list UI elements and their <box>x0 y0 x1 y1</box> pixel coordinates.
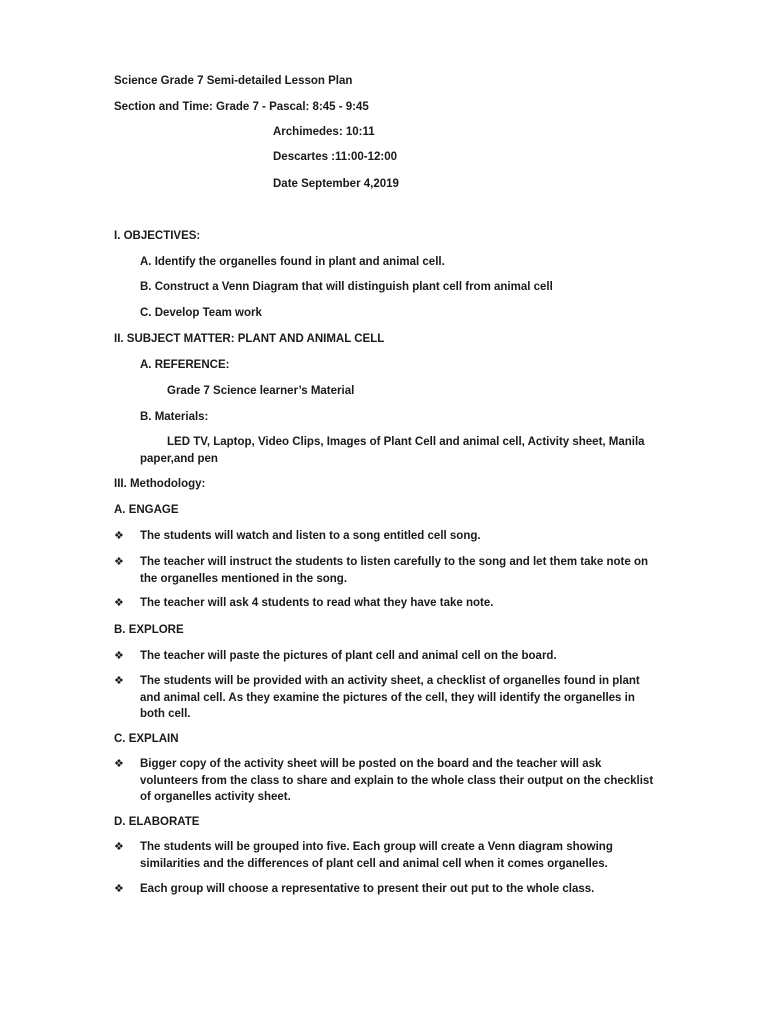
diamond-bullet-icon: ❖ <box>114 841 124 853</box>
diamond-bullet-icon: ❖ <box>114 675 124 687</box>
explore-item: The students will be provided with an activity sheet, a checklist of organelles found in plant and animal cell. As they examine the pictures of the cell, they will identify the organelles in both cell. <box>140 675 640 720</box>
section-time-line: Section and Time: Grade 7 - Pascal: 8:45 - 9:45 <box>114 101 369 113</box>
materials-line: LED TV, Laptop, Video Clips, Images of Plant Cell and animal cell, Activity sheet, Manila <box>167 436 645 448</box>
engage-heading: A. ENGAGE <box>114 504 179 516</box>
schedule-archimedes: Archimedes: 10:11 <box>273 126 375 138</box>
diamond-bullet-icon: ❖ <box>114 650 124 662</box>
diamond-bullet-icon: ❖ <box>114 597 124 609</box>
objective-item: C. Develop Team work <box>140 307 262 319</box>
engage-item: The teacher will ask 4 students to read what they have take note. <box>140 597 494 609</box>
diamond-bullet-icon: ❖ <box>114 883 124 895</box>
elaborate-item: Each group will choose a representative to present their out put to the whole class. <box>140 883 595 895</box>
engage-item: The students will watch and listen to a song entitled cell song. <box>140 530 481 542</box>
materials-label: B. Materials: <box>140 411 209 423</box>
reference-label: A. REFERENCE: <box>140 359 230 371</box>
explain-heading: C. EXPLAIN <box>114 733 179 745</box>
elaborate-item: The students will be grouped into five. Each group will create a Venn diagram showing similarities and the differences of plant cell and animal cell when it comes organelles. <box>140 841 613 870</box>
diamond-bullet-icon: ❖ <box>114 530 124 542</box>
schedule-descartes: Descartes :11:00-12:00 <box>273 151 398 163</box>
subject-matter-heading: II. SUBJECT MATTER: PLANT AND ANIMAL CELL <box>114 333 385 345</box>
objectives-heading: I. OBJECTIVES: <box>114 230 201 242</box>
diamond-bullet-icon: ❖ <box>114 758 124 770</box>
reference-value: Grade 7 Science learner’s Material <box>167 385 355 397</box>
document-title: Science Grade 7 Semi-detailed Lesson Plan <box>114 75 353 87</box>
objective-item: A. Identify the organelles found in plant and animal cell. <box>140 256 445 268</box>
materials-line: paper,and pen <box>140 453 218 465</box>
explore-item: The teacher will paste the pictures of plant cell and animal cell on the board. <box>140 650 557 662</box>
elaborate-heading: D. ELABORATE <box>114 816 200 828</box>
methodology-heading: III. Methodology: <box>114 478 206 490</box>
explain-item: Bigger copy of the activity sheet will be posted on the board and the teacher will ask volunteers from the class to share and explain to the whole class their output on the checklist of organelles activity sheet. <box>140 758 654 803</box>
objective-item: B. Construct a Venn Diagram that will distinguish plant cell from animal cell <box>140 281 553 293</box>
engage-item: The teacher will instruct the students to listen carefully to the song and let them take note on the organelles mentioned in the song. <box>140 556 648 585</box>
lesson-date: Date September 4,2019 <box>273 178 399 190</box>
diamond-bullet-icon: ❖ <box>114 556 124 568</box>
explore-heading: B. EXPLORE <box>114 624 184 636</box>
